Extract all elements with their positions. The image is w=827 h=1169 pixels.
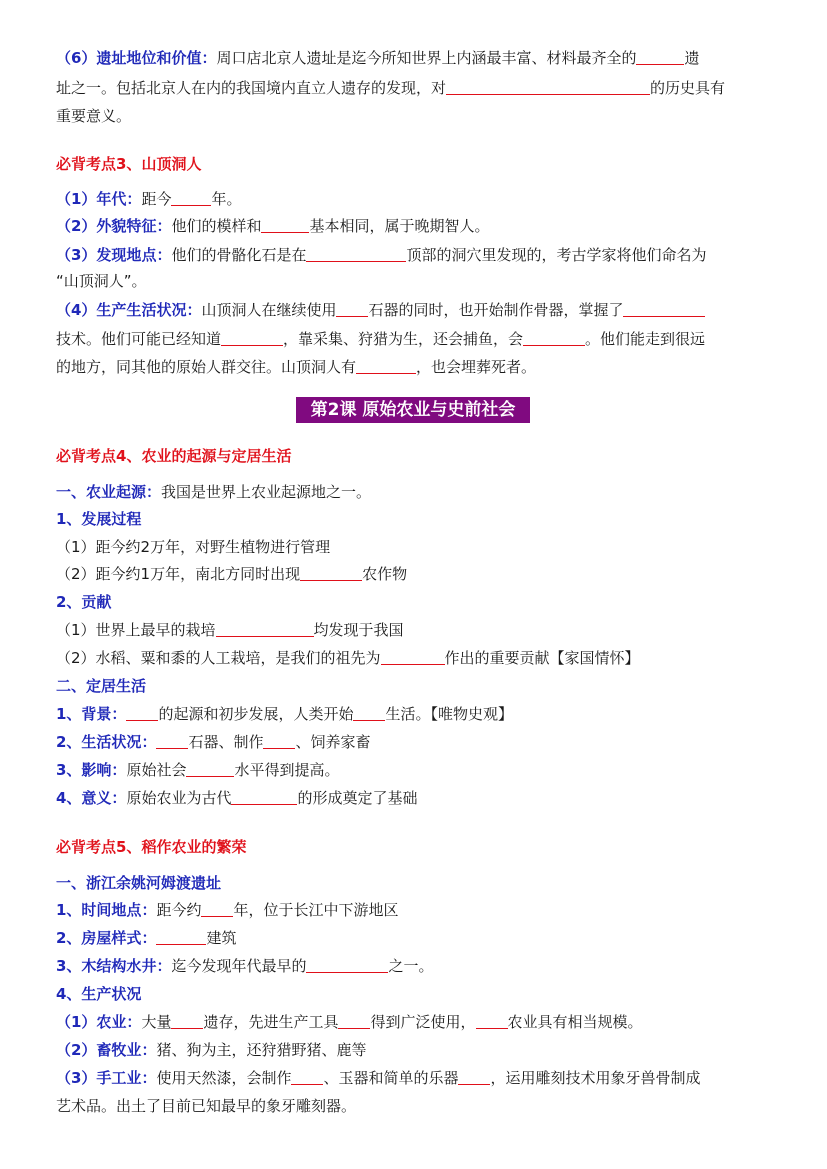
text: 建筑 bbox=[206, 929, 237, 947]
k4-process-2 bbox=[56, 563, 771, 585]
k5-heading-production: 4、生产状况 bbox=[56, 985, 142, 1003]
text: 的形成奠定了基础 bbox=[297, 789, 418, 807]
text: 周口店北京人遗址是迄今所知世界上内涵最丰富、材料最齐全的 bbox=[216, 49, 637, 67]
k5-item-1 bbox=[56, 899, 771, 921]
fill-blank[interactable] bbox=[221, 329, 283, 346]
text: 农业具有相当规模。 bbox=[507, 1013, 643, 1031]
text: ，运用雕刻技术用象牙兽骨制成 bbox=[490, 1069, 701, 1087]
text: 基本相同，属于晚期智人。 bbox=[309, 217, 490, 235]
k4-settled-3 bbox=[56, 759, 771, 781]
text: 生活。【唯物史观】 bbox=[385, 705, 513, 723]
fill-blank[interactable] bbox=[381, 648, 445, 665]
section-title-k5: 必背考点5、稻作农业的繁荣 bbox=[56, 838, 247, 856]
item-label: 4、意义： bbox=[56, 789, 127, 807]
text: 遗存，先进生产工具 bbox=[203, 1013, 339, 1031]
text: 石器的同时，也开始制作骨器，掌握了 bbox=[368, 301, 624, 319]
text: “山顶洞人”。 bbox=[56, 272, 147, 290]
fill-blank[interactable] bbox=[171, 189, 211, 206]
section-title-k4: 必背考点4、农业的起源与定居生活 bbox=[56, 447, 292, 465]
k4-origin bbox=[56, 481, 771, 503]
k4-heading-contribution: 2、贡献 bbox=[56, 593, 112, 611]
item-label: 2、房屋样式： bbox=[56, 929, 157, 947]
k4-heading-process: 1、发展过程 bbox=[56, 510, 142, 528]
text: 址之一。包括北京人在内的我国境内直立人遗存的发现，对 bbox=[56, 79, 447, 97]
text: 大量 bbox=[141, 1013, 172, 1031]
point-6-line-1 bbox=[56, 47, 771, 69]
text: ，也会埋葬死者。 bbox=[416, 358, 537, 376]
fill-blank[interactable] bbox=[201, 900, 233, 917]
fill-blank[interactable] bbox=[336, 300, 368, 317]
text: 农作物 bbox=[362, 565, 408, 583]
fill-blank[interactable] bbox=[216, 620, 314, 637]
fill-blank[interactable] bbox=[446, 78, 650, 95]
text: 均发现于我国 bbox=[313, 621, 404, 639]
text: （1）世界上最早的栽培 bbox=[56, 621, 216, 639]
fill-blank[interactable] bbox=[156, 732, 188, 749]
item-label: （2）畜牧业： bbox=[56, 1041, 157, 1059]
fill-blank[interactable] bbox=[523, 329, 585, 346]
text: （2）距今约1万年，南北方同时出现 bbox=[56, 565, 301, 583]
k3-item-4-line-1 bbox=[56, 299, 771, 321]
text: 的历史具有 bbox=[650, 79, 726, 97]
fill-blank[interactable] bbox=[476, 1012, 508, 1029]
text: 作出的重要贡献【家国情怀】 bbox=[444, 649, 640, 667]
item-label: （3）手工业： bbox=[56, 1069, 157, 1087]
item-label: （1）年代： bbox=[56, 190, 142, 208]
text: 山顶洞人在继续使用 bbox=[201, 301, 337, 319]
fill-blank[interactable] bbox=[171, 1012, 203, 1029]
text: 、饲养家畜 bbox=[295, 733, 371, 751]
fill-blank[interactable] bbox=[458, 1068, 490, 1085]
k3-item-4-line-3 bbox=[56, 356, 771, 378]
k3-item-4-line-2 bbox=[56, 328, 771, 350]
fill-blank[interactable] bbox=[353, 704, 385, 721]
text: 我国是世界上农业起源地之一。 bbox=[161, 483, 372, 501]
text: 距今约 bbox=[156, 901, 202, 919]
text: 的地方，同其他的原始人群交往。山顶洞人有 bbox=[56, 358, 357, 376]
text: 迄今发现年代最早的 bbox=[171, 957, 307, 975]
text: 石器、制作 bbox=[188, 733, 264, 751]
fill-blank[interactable] bbox=[186, 760, 234, 777]
k3-item-3 bbox=[56, 244, 771, 266]
fill-blank[interactable] bbox=[300, 564, 362, 581]
text: 的起源和初步发展，人类开始 bbox=[158, 705, 354, 723]
k5-production-2 bbox=[56, 1039, 771, 1061]
item-label: 1、背景： bbox=[56, 705, 127, 723]
item-label: 3、木结构水井： bbox=[56, 957, 172, 975]
fill-blank[interactable] bbox=[306, 245, 406, 262]
text: 年，位于长江中下游地区 bbox=[233, 901, 399, 919]
k4-contribution-1 bbox=[56, 619, 771, 641]
k5-production-3-cont: 艺术品。出土了目前已知最早的象牙雕刻器。 bbox=[56, 1097, 357, 1115]
k5-production-1 bbox=[56, 1011, 771, 1033]
fill-blank[interactable] bbox=[338, 1012, 370, 1029]
fill-blank[interactable] bbox=[636, 48, 684, 65]
k4-heading-settled: 二、定居生活 bbox=[56, 677, 147, 695]
fill-blank[interactable] bbox=[291, 1068, 323, 1085]
fill-blank[interactable] bbox=[231, 788, 297, 805]
item-label: 2、生活状况： bbox=[56, 733, 157, 751]
text: 遗 bbox=[684, 49, 700, 67]
text: 水平得到提高。 bbox=[234, 761, 340, 779]
point-6-line-3 bbox=[56, 105, 771, 127]
section-title-k3: 必背考点3、山顶洞人 bbox=[56, 155, 202, 173]
text: 之一。 bbox=[388, 957, 434, 975]
fill-blank[interactable] bbox=[156, 928, 206, 945]
k4-settled-2 bbox=[56, 731, 771, 753]
text: 重要意义。 bbox=[56, 107, 132, 125]
k4-process-1: （1）距今约2万年，对野生植物进行管理 bbox=[56, 538, 331, 556]
point-6-label: （6）遗址地位和价值： bbox=[56, 49, 217, 67]
k4-contribution-2 bbox=[56, 647, 771, 669]
text: 他们的模样和 bbox=[171, 217, 262, 235]
item-label: 一、农业起源： bbox=[56, 483, 162, 501]
k5-heading-hemudu: 一、浙江余姚河姆渡遗址 bbox=[56, 874, 222, 892]
k5-production-3 bbox=[56, 1067, 771, 1089]
k5-item-3 bbox=[56, 955, 771, 977]
text: ，靠采集、狩猎为生，还会捕鱼，会 bbox=[283, 330, 524, 348]
text: 、玉器和简单的乐器 bbox=[323, 1069, 459, 1087]
k3-item-1 bbox=[56, 188, 771, 210]
fill-blank[interactable] bbox=[306, 956, 388, 973]
text: 原始农业为古代 bbox=[126, 789, 232, 807]
point-6-line-2 bbox=[56, 77, 771, 99]
text: 。他们能走到很远 bbox=[585, 330, 706, 348]
item-label: （3）发现地点： bbox=[56, 246, 172, 264]
k3-item-2 bbox=[56, 215, 771, 237]
text: 技术。他们可能已经知道 bbox=[56, 330, 222, 348]
text: 距今 bbox=[141, 190, 172, 208]
text: 得到广泛使用， bbox=[370, 1013, 476, 1031]
fill-blank[interactable] bbox=[261, 216, 309, 233]
fill-blank[interactable] bbox=[263, 732, 295, 749]
text: 年。 bbox=[211, 190, 242, 208]
fill-blank[interactable] bbox=[126, 704, 158, 721]
k5-item-2 bbox=[56, 927, 771, 949]
text: 猪、狗为主，还狩猎野猪、鹿等 bbox=[156, 1041, 367, 1059]
item-label: （1）农业： bbox=[56, 1013, 142, 1031]
text: 他们的骨骼化石是在 bbox=[171, 246, 307, 264]
text: （2）水稻、粟和黍的人工栽培，是我们的祖先为 bbox=[56, 649, 381, 667]
text: 使用天然漆，会制作 bbox=[156, 1069, 292, 1087]
text: 顶部的洞穴里发现的，考古学家将他们命名为 bbox=[406, 246, 707, 264]
k3-item-3-cont bbox=[56, 270, 771, 292]
item-label: （4）生产生活状况： bbox=[56, 301, 202, 319]
fill-blank[interactable] bbox=[356, 357, 416, 374]
item-label: 3、影响： bbox=[56, 761, 127, 779]
k4-settled-1 bbox=[56, 703, 771, 725]
lesson-title-banner: 第2课 原始农业与史前社会 bbox=[296, 397, 530, 423]
k4-settled-4 bbox=[56, 787, 771, 809]
item-label: （2）外貌特征： bbox=[56, 217, 172, 235]
fill-blank[interactable] bbox=[623, 300, 705, 317]
text: 原始社会 bbox=[126, 761, 187, 779]
item-label: 1、时间地点： bbox=[56, 901, 157, 919]
